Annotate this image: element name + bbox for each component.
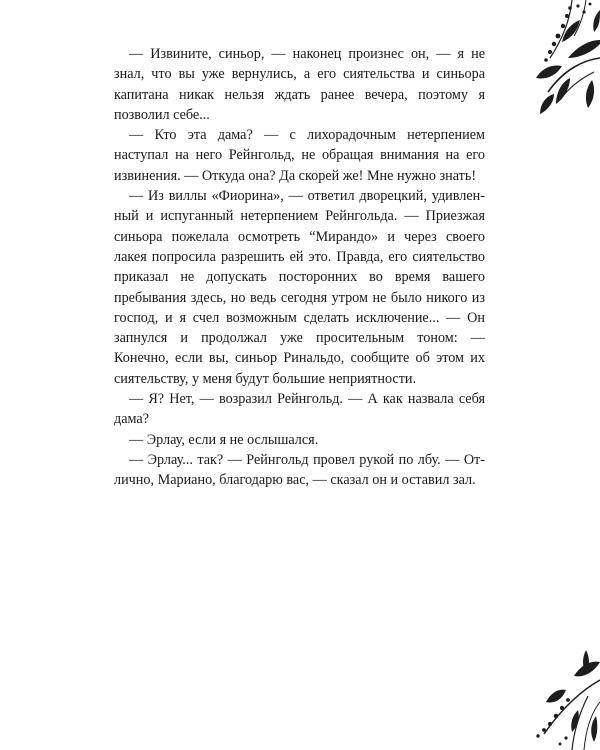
- floral-sprig-bottom-icon: [500, 650, 600, 750]
- body-text: [114, 44, 485, 491]
- paragraph: — Из виллы «Фиорина», — ответил дворецкий, удивленный и испуганный нетерпением Рейнгольда. — Приезжая синьора пожелала осмотреть “Мирандо» и через своего лакея попросила разрешить ей это. Правда, его сиятельство приказал не допускать посторонних во время вашего пребывания здесь, но ведь сегодня утром не было никого из господ, и я счел возможным сделать исключение... — Он запнулся и продолжал уже просительным тоном: — Конечно, если вы, синьор Ринальдо, сообщите об этом их сиятельству, у меня будут большие неприятности.: [114, 188, 485, 387]
- paragraph: — Эрлау... так? — Рейнгольд провел рукой по лбу. — Отлично, Мариано, благодарю вас, — сказал он и оставил зал.: [114, 451, 485, 489]
- floral-sprig-top-icon: [500, 0, 600, 120]
- paragraph: — Извините, синьор, — наконец произнес он, — я не знал, что вы уже вернулись, а его сиятельства и синьора капитана никак нельзя ждать ранее вечера, поэтому я позволил себе...: [114, 46, 485, 123]
- paragraph: — Кто эта дама? — с лихорадочным нетерпением наступал на него Рейнгольд, не обращая внимания на его извинения. — Откуда она? Да скорей же! Мне нужно знать!: [114, 127, 485, 184]
- paragraph: — Я? Нет, — возразил Рейнгольд. — А как назвала себя дама?: [114, 391, 485, 428]
- paragraph: — Эрлау, если я не ослышался.: [129, 431, 319, 448]
